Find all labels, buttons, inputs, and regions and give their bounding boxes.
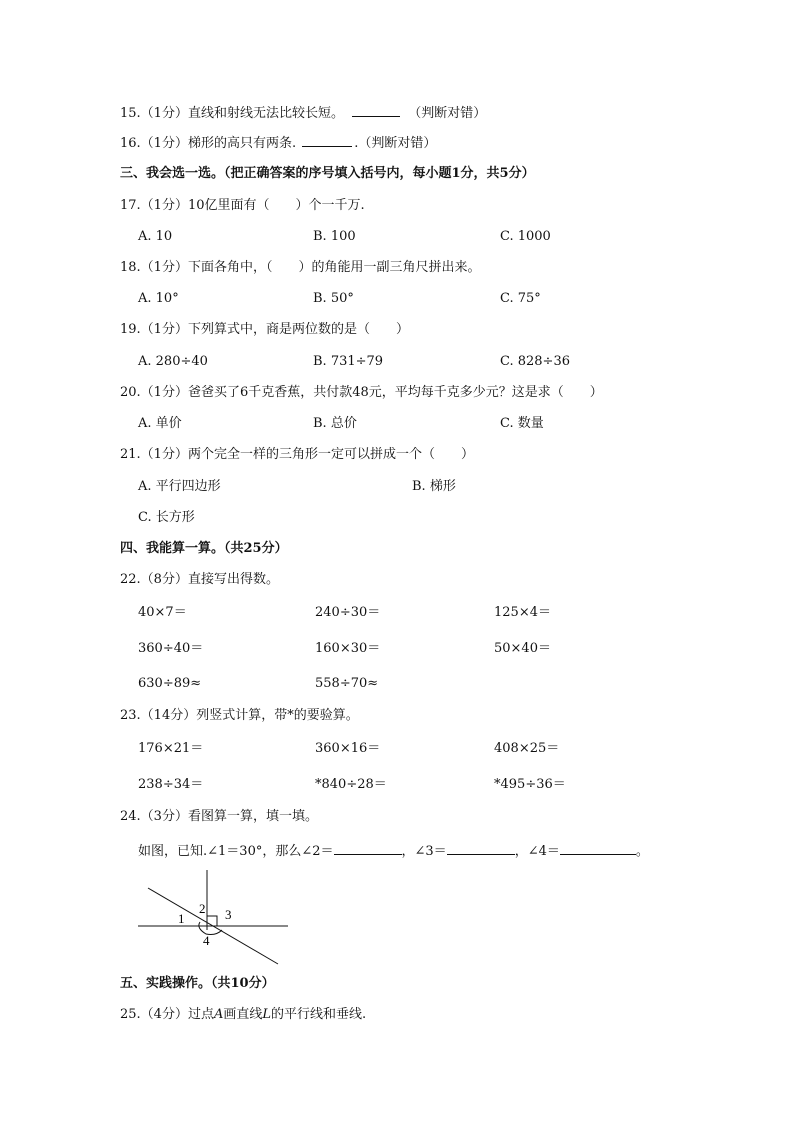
option-b[interactable]: B. 梯形 xyxy=(412,479,456,494)
angle-label-2: 2 xyxy=(199,901,206,916)
expression: *840÷28＝ xyxy=(315,777,387,792)
expression: 408×25＝ xyxy=(494,741,560,756)
expression: *495÷36＝ xyxy=(494,777,566,792)
expression: 360×16＝ xyxy=(315,741,381,756)
option-a[interactable]: A. 10 xyxy=(138,229,173,244)
question-20: 20.（1分）爸爸买了6千克香蕉，共付款48元，平均每千克多少元？这是求（ ） xyxy=(120,385,603,400)
angle-question: 如图，已知.∠1＝30°，那么∠2＝ ，∠3＝ ，∠4＝ 。 xyxy=(138,844,649,859)
expression: 50×40＝ xyxy=(494,641,551,656)
option-c[interactable]: C. 数量 xyxy=(500,416,544,431)
expression: 176×21＝ xyxy=(138,741,204,756)
option-b[interactable]: B. 总价 xyxy=(313,416,357,431)
angle-label-4: 4 xyxy=(203,933,210,948)
option-a[interactable]: A. 平行四边形 xyxy=(138,479,221,494)
angle4-blank[interactable] xyxy=(560,842,636,855)
question-19: 19.（1分）下列算式中，商是两位数的是（ ） xyxy=(120,322,409,337)
option-b[interactable]: B. 50° xyxy=(313,291,354,306)
expression: 238÷34＝ xyxy=(138,777,204,792)
question-15: 15.（1分）直线和射线无法比较长短。 （判断对错） xyxy=(120,106,487,121)
answer-blank[interactable] xyxy=(302,134,352,147)
question-21: 21.（1分）两个完全一样的三角形一定可以拼成一个（ ） xyxy=(120,447,474,462)
option-a[interactable]: A. 单价 xyxy=(138,416,182,431)
question-24: 24.（3分）看图算一算，填一填。 xyxy=(120,809,318,824)
right-angle-mark xyxy=(207,916,217,926)
option-a[interactable]: A. 280÷40 xyxy=(138,354,208,369)
question-16: 16.（1分）梯形的高只有两条. .（判断对错） xyxy=(120,136,437,151)
expression: 360÷40＝ xyxy=(138,641,204,656)
angle-diagram xyxy=(130,866,300,968)
question-22: 22.（8分）直接写出得数。 xyxy=(120,572,279,587)
section-heading-4: 四、我能算一算。（共25分） xyxy=(120,541,288,556)
angle2-blank[interactable] xyxy=(334,842,402,855)
section-heading-5: 五、实践操作。（共10分） xyxy=(120,976,275,991)
option-a[interactable]: A. 10° xyxy=(138,291,179,306)
question-23: 23.（14分）列竖式计算，带*的要验算。 xyxy=(120,708,359,723)
question-17: 17.（1分）10亿里面有（ ）个一千万. xyxy=(120,198,365,213)
answer-blank[interactable] xyxy=(352,104,400,117)
question-25: 25.（4分）过点A画直线L的平行线和垂线. xyxy=(120,1007,367,1022)
angle-label-3: 3 xyxy=(225,907,232,922)
angle3-blank[interactable] xyxy=(447,842,515,855)
option-c[interactable]: C. 828÷36 xyxy=(500,354,570,369)
angle-label-1: 1 xyxy=(178,911,185,926)
option-c[interactable]: C. 长方形 xyxy=(138,510,195,525)
expression: 240÷30＝ xyxy=(315,605,381,620)
option-b[interactable]: B. 100 xyxy=(313,229,356,244)
question-18: 18.（1分）下面各角中，（ ）的角能用一副三角尺拼出来。 xyxy=(120,260,481,275)
option-b[interactable]: B. 731÷79 xyxy=(313,354,384,369)
option-c[interactable]: C. 75° xyxy=(500,291,541,306)
expression: 630÷89≈ xyxy=(138,676,202,691)
expression: 160×30＝ xyxy=(315,641,381,656)
expression: 40×7＝ xyxy=(138,605,187,620)
expression: 558÷70≈ xyxy=(315,676,379,691)
section-heading-3: 三、我会选一选。（把正确答案的序号填入括号内，每小题1分，共5分） xyxy=(120,166,535,181)
option-c[interactable]: C. 1000 xyxy=(500,229,551,244)
expression: 125×4＝ xyxy=(494,605,551,620)
